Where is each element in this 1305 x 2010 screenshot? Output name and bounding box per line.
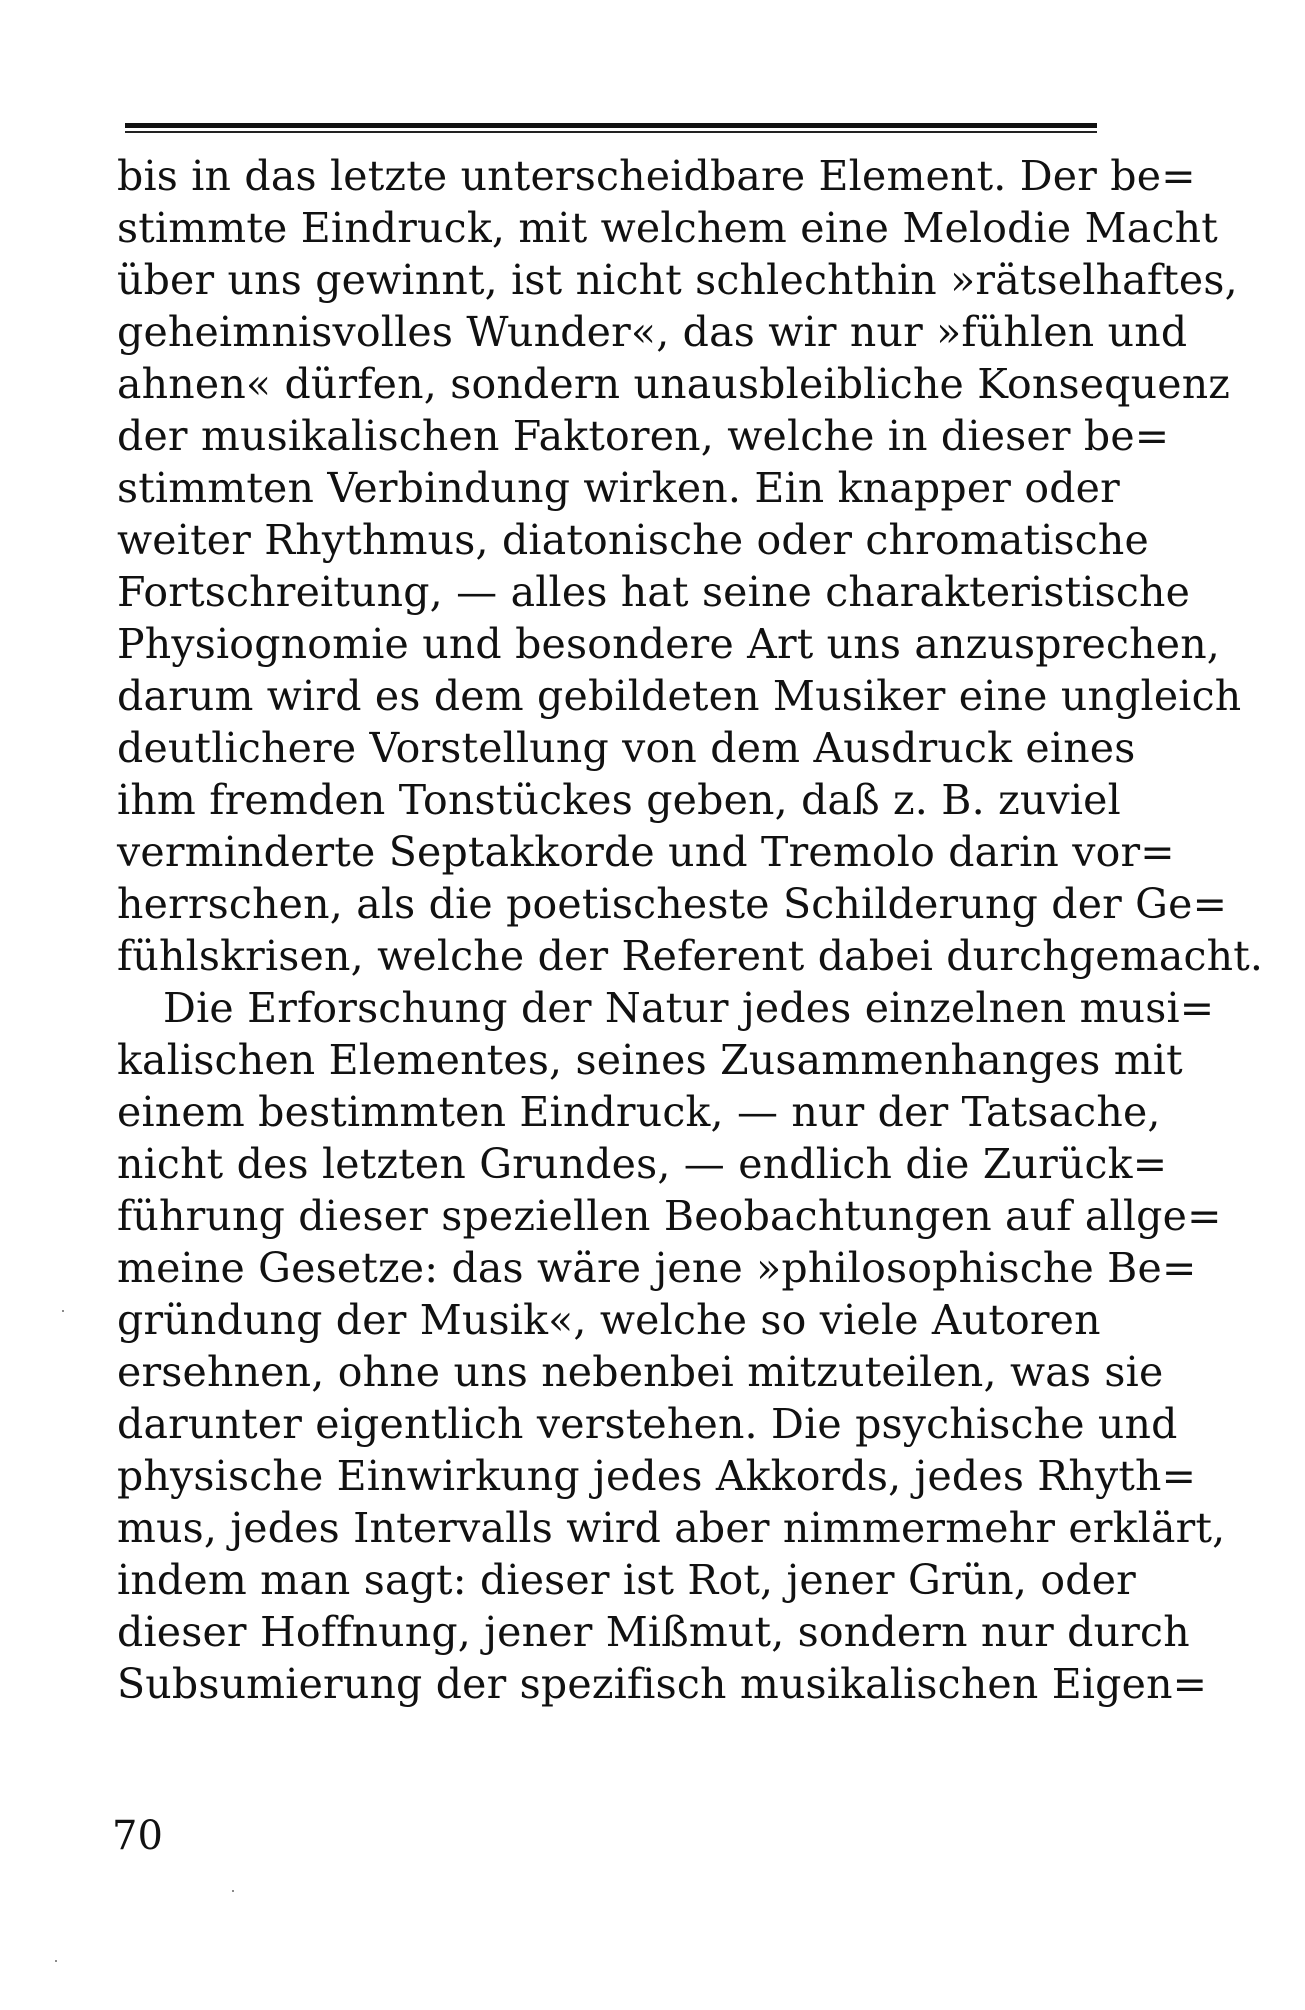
text-line: darunter eigentlich verstehen. Die psychische und	[117, 1400, 1178, 1448]
text-line: darum wird es dem gebildeten Musiker eine ungleich	[117, 672, 1242, 720]
text-line: Subsumierung der spezifisch musikalischen Eigen=	[117, 1660, 1208, 1708]
text-line: ihm fremden Tonstückes geben, daß z. B. zuviel	[117, 776, 1121, 824]
text-line: stimmte Eindruck, mit welchem eine Melodie Macht	[117, 204, 1218, 252]
text-line: kalischen Elementes, seines Zusammenhanges mit	[117, 1036, 1183, 1084]
top-rule-thin	[125, 131, 1097, 133]
text-line: geheimnisvolles Wunder«, das wir nur »fühlen und	[117, 308, 1188, 356]
text-line: gründung der Musik«, welche so viele Autoren	[117, 1296, 1101, 1344]
text-line: stimmten Verbindung wirken. Ein knapper oder	[117, 464, 1120, 512]
text-line: ersehnen, ohne uns nebenbei mitzuteilen, was sie	[117, 1348, 1164, 1396]
text-line: physische Einwirkung jedes Akkords, jedes Rhyth=	[117, 1452, 1197, 1500]
text-line: fühlskrisen, welche der Referent dabei durchgemacht.	[117, 932, 1264, 980]
text-line: herrschen, als die poetischeste Schilderung der Ge=	[117, 880, 1228, 928]
text-line: dieser Hoffnung, jener Mißmut, sondern nur durch	[117, 1608, 1190, 1656]
text-line: über uns gewinnt, ist nicht schlechthin »rätselhaftes,	[117, 256, 1238, 304]
text-line: einem bestimmten Eindruck, — nur der Tatsache,	[117, 1088, 1161, 1136]
body-text	[117, 150, 1264, 1710]
text-line: deutlichere Vorstellung von dem Ausdruck eines	[117, 724, 1136, 772]
text-line: bis in das letzte unterscheidbare Element. Der be=	[117, 152, 1196, 200]
text-line: ahnen« dürfen, sondern unausbleibliche Konsequenz	[117, 360, 1231, 408]
text-line: weiter Rhythmus, diatonische oder chromatische	[117, 516, 1149, 564]
scan-speck	[62, 1310, 64, 1312]
text-line: indem man sagt: dieser ist Rot, jener Grün, oder	[117, 1556, 1136, 1604]
text-line: führung dieser speziellen Beobachtungen auf allge=	[117, 1192, 1222, 1240]
page-number: 70	[112, 1813, 163, 1859]
text-line: verminderte Septakkorde und Tremolo darin vor=	[117, 828, 1175, 876]
text-line: der musikalischen Faktoren, welche in dieser be=	[117, 412, 1170, 460]
text-line: Fortschreitung, — alles hat seine charakteristische	[117, 568, 1191, 616]
text-line: mus, jedes Intervalls wird aber nimmermehr erklärt,	[117, 1504, 1226, 1552]
scan-speck	[232, 1890, 234, 1892]
text-line: Die Erforschung der Natur jedes einzelnen musi=	[163, 984, 1215, 1032]
scan-speck	[55, 1960, 57, 1962]
top-rule	[125, 123, 1097, 128]
text-line: Physiognomie und besondere Art uns anzusprechen,	[117, 620, 1221, 668]
text-line: meine Gesetze: das wäre jene »philosophische Be=	[117, 1244, 1197, 1292]
text-line: nicht des letzten Grundes, — endlich die Zurück=	[117, 1140, 1168, 1188]
